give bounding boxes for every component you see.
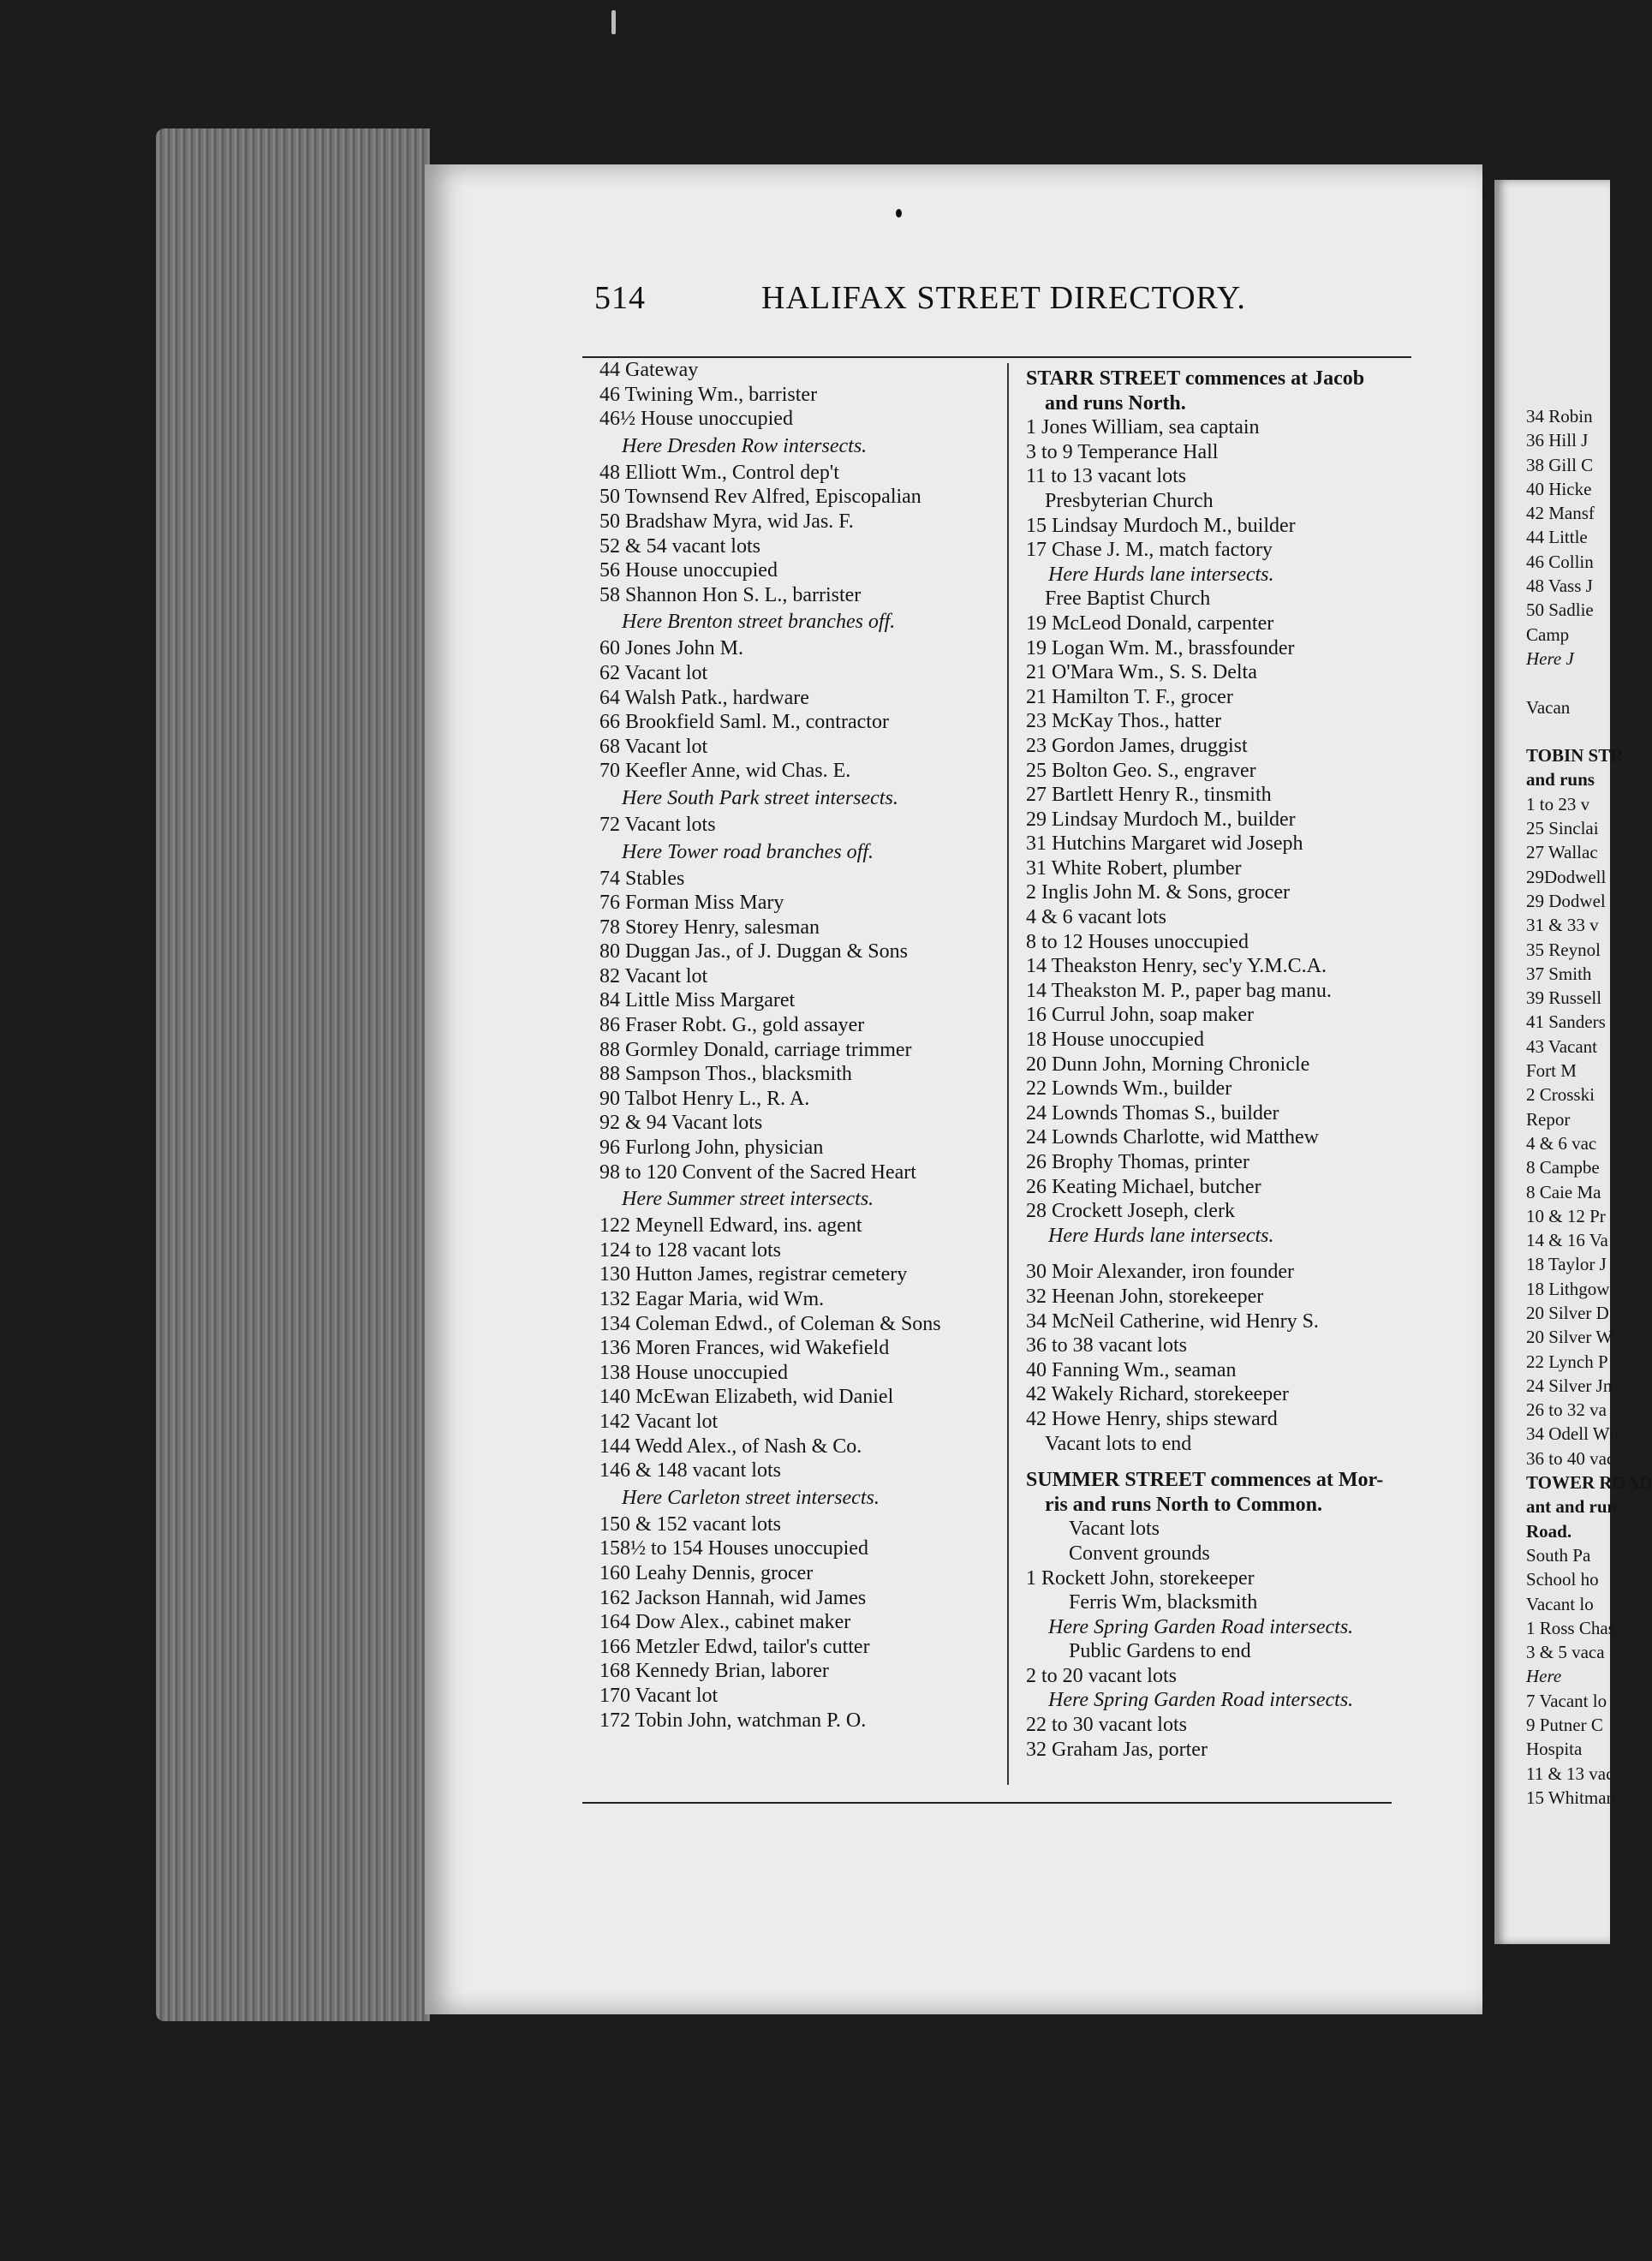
directory-entry-fragment: 36 to 40 vac (1526, 1447, 1615, 1469)
next-page-listing (1526, 404, 1652, 1810)
directory-entry: 23 McKay Thos., hatter (1026, 710, 1222, 733)
directory-entry-fragment: 34 Robin (1526, 406, 1593, 427)
directory-entry: 172 Tobin John, watchman P. O. (599, 1709, 867, 1732)
intersection-note: Here (1526, 1666, 1562, 1687)
column-divider (1007, 363, 1009, 1785)
street-heading: and runs North. (1045, 391, 1186, 415)
directory-entry: 58 Shannon Hon S. L., barrister (599, 583, 862, 606)
directory-entry: 20 Dunn John, Morning Chronicle (1026, 1053, 1310, 1076)
directory-entry: 62 Vacant lot (599, 661, 708, 684)
directory-entry: 78 Storey Henry, salesman (599, 916, 820, 939)
directory-entry-fragment: 24 Silver Jn (1526, 1375, 1613, 1396)
intersection-note: Here Spring Garden Road intersects. (1048, 1615, 1354, 1638)
directory-entry: 26 Keating Michael, butcher (1026, 1175, 1261, 1198)
directory-entry-fragment: 27 Wallac (1526, 842, 1598, 863)
directory-entry: 88 Sampson Thos., blacksmith (599, 1063, 852, 1086)
intersection-note: Here Dresden Row intersects. (622, 434, 868, 457)
directory-entry-fragment: 31 & 33 v (1526, 915, 1599, 936)
directory-entry-fragment: 36 Hill J (1526, 430, 1589, 451)
directory-entry: 19 Logan Wm. M., brassfounder (1026, 636, 1295, 659)
directory-entry: 90 Talbot Henry L., R. A. (599, 1087, 810, 1110)
directory-entry-fragment: Vacan (1526, 696, 1571, 718)
directory-entry: 4 & 6 vacant lots (1026, 906, 1166, 929)
intersection-note: Here J (1526, 647, 1574, 669)
directory-entry-fragment: 42 Mansf (1526, 503, 1595, 524)
intersection-note: Here Hurds lane intersects. (1048, 563, 1274, 586)
directory-entry-fragment: 48 Vass J (1526, 576, 1593, 597)
directory-entry-fragment: Camp (1526, 623, 1570, 645)
directory-entry-fragment: 22 Lynch P (1526, 1351, 1608, 1372)
directory-entry: 24 Lownds Charlotte, wid Matthew (1026, 1126, 1319, 1149)
directory-entry: 96 Furlong John, physician (599, 1136, 824, 1160)
directory-entry-fragment: 26 to 32 va (1526, 1399, 1607, 1421)
directory-entry-fragment: South Pa (1526, 1544, 1591, 1566)
directory-entry: 30 Moir Alexander, iron founder (1026, 1261, 1294, 1284)
directory-entry-fragment: 38 Gill C (1526, 454, 1594, 475)
directory-entry: 26 Brophy Thomas, printer (1026, 1151, 1249, 1173)
directory-entry: 1 Rockett John, storekeeper (1026, 1566, 1255, 1590)
directory-entry-fragment: 41 Sanders (1526, 1011, 1606, 1033)
directory-entry: 46½ House unoccupied (599, 408, 793, 431)
street-heading: SUMMER STREET commences at Mor- (1026, 1469, 1384, 1492)
directory-entry: 16 Currul John, soap maker (1026, 1004, 1254, 1027)
directory-entry-fragment: Fort M (1526, 1060, 1577, 1082)
directory-entry: 44 Gateway (599, 359, 699, 381)
directory-entry: 27 Bartlett Henry R., tinsmith (1026, 784, 1272, 807)
directory-entry: 1 Jones William, sea captain (1026, 416, 1260, 439)
directory-entry: 64 Walsh Patk., hardware (599, 686, 809, 709)
directory-entry: 150 & 152 vacant lots (599, 1512, 781, 1536)
directory-entry: 164 Dow Alex., cabinet maker (599, 1611, 851, 1634)
directory-entry: 23 Gordon James, druggist (1026, 734, 1248, 757)
directory-entry-fragment: 40 Hicke (1526, 478, 1592, 499)
directory-entry-fragment: 46 Collin (1526, 551, 1594, 572)
directory-entry: 21 O'Mara Wm., S. S. Delta (1026, 661, 1257, 684)
intersection-note: Here South Park street intersects. (622, 786, 898, 809)
directory-entry-fragment: 18 Lithgow (1526, 1278, 1610, 1299)
directory-entry: 132 Eagar Maria, wid Wm. (599, 1288, 825, 1310)
directory-entry: 48 Elliott Wm., Control dep't (599, 461, 839, 484)
street-heading: TOBIN STR (1526, 745, 1624, 767)
directory-entry: 29 Lindsay Murdoch M., builder (1026, 808, 1296, 831)
directory-entry: 98 to 120 Convent of the Sacred Heart (599, 1160, 916, 1184)
directory-entry: 14 Theakston Henry, sec'y Y.M.C.A. (1026, 955, 1327, 978)
directory-entry-fragment: 10 & 12 Pr (1526, 1205, 1606, 1226)
directory-entry: 32 Graham Jas, porter (1026, 1738, 1208, 1761)
directory-entry: 19 McLeod Donald, carpenter (1026, 611, 1274, 635)
directory-entry-fragment: School ho (1526, 1569, 1599, 1590)
directory-entry: Convent grounds (1069, 1542, 1210, 1565)
directory-entry: 82 Vacant lot (599, 964, 708, 987)
directory-entry: 40 Fanning Wm., seaman (1026, 1358, 1237, 1381)
directory-entry-fragment: 44 Little (1526, 527, 1588, 548)
directory-entry: 72 Vacant lots (599, 813, 716, 836)
intersection-note: Here Hurds lane intersects. (1048, 1224, 1274, 1247)
directory-entry-fragment: 39 Russell (1526, 987, 1602, 1009)
directory-entry: 52 & 54 vacant lots (599, 534, 760, 558)
directory-entry: 66 Brookfield Saml. M., contractor (599, 711, 889, 734)
directory-entry-fragment: 29Dodwell (1526, 866, 1607, 887)
directory-entry: 2 Inglis John M. & Sons, grocer (1026, 881, 1290, 904)
directory-entry-fragment: 3 & 5 vaca (1526, 1642, 1605, 1663)
directory-entry-fragment: 29 Dodwel (1526, 890, 1606, 911)
directory-entry: 142 Vacant lot (599, 1410, 719, 1433)
directory-entry-fragment: 9 Putner C (1526, 1715, 1603, 1736)
directory-entry: 42 Wakely Richard, storekeeper (1026, 1383, 1289, 1406)
directory-entry: 31 White Robert, plumber (1026, 856, 1242, 880)
intersection-note: Here Tower road branches off. (622, 840, 874, 863)
directory-entry: 160 Leahy Dennis, grocer (599, 1561, 814, 1584)
directory-entry: 3 to 9 Temperance Hall (1026, 440, 1219, 463)
directory-entry: 84 Little Miss Margaret (599, 989, 796, 1012)
directory-entry: 140 McEwan Elizabeth, wid Daniel (599, 1386, 894, 1409)
intersection-note: Here Carleton street intersects. (622, 1486, 880, 1509)
directory-entry: 18 House unoccupied (1026, 1029, 1204, 1052)
directory-entry: 144 Wedd Alex., of Nash & Co. (599, 1435, 862, 1458)
street-heading: and runs (1526, 769, 1595, 790)
directory-entry-fragment: 18 Taylor J (1526, 1254, 1607, 1275)
directory-entry-fragment: 1 to 23 v (1526, 793, 1590, 814)
directory-entry: 122 Meynell Edward, ins. agent (599, 1214, 862, 1238)
intersection-note: Here Spring Garden Road intersects. (1048, 1689, 1354, 1712)
directory-entry-fragment: 14 & 16 Va (1526, 1230, 1608, 1251)
dust-speck (611, 10, 616, 34)
directory-entry-fragment: Vacant lo (1526, 1593, 1594, 1614)
directory-entry: 170 Vacant lot (599, 1684, 719, 1707)
street-heading: ant and run (1526, 1496, 1618, 1518)
directory-entry: Vacant lots to end (1045, 1432, 1192, 1455)
page-number: 514 (594, 280, 646, 316)
directory-entry: 162 Jackson Hannah, wid James (599, 1586, 867, 1609)
directory-entry-fragment: 7 Vacant lo (1526, 1690, 1607, 1711)
directory-entry: 25 Bolton Geo. S., engraver (1026, 759, 1256, 782)
street-heading: TOWER ROAD (1526, 1472, 1652, 1494)
directory-entry-fragment: 20 Silver D (1526, 1302, 1609, 1323)
directory-entry: 11 to 13 vacant lots (1026, 465, 1187, 488)
directory-entry-fragment: 34 Odell Wn (1526, 1423, 1619, 1445)
page-header (594, 274, 1416, 325)
directory-entry: 158½ to 154 Houses unoccupied (599, 1537, 868, 1560)
directory-entry: 166 Metzler Edwd, tailor's cutter (599, 1635, 870, 1658)
directory-entry: 168 Kennedy Brian, laborer (599, 1660, 829, 1683)
directory-entry-fragment: 25 Sinclai (1526, 818, 1599, 839)
directory-entry: 70 Keefler Anne, wid Chas. E. (599, 760, 851, 783)
directory-entry: 50 Bradshaw Myra, wid Jas. F. (599, 510, 854, 533)
street-heading: ris and runs North to Common. (1045, 1493, 1323, 1516)
footer-rule (582, 1802, 1392, 1804)
page-title: HALIFAX STREET DIRECTORY. (761, 280, 1246, 316)
directory-entry: 21 Hamilton T. F., grocer (1026, 685, 1233, 708)
directory-entry: 56 House unoccupied (599, 559, 778, 582)
directory-entry-fragment: 35 Reynol (1526, 939, 1601, 960)
directory-entry: Vacant lots (1069, 1518, 1160, 1541)
directory-entry-fragment: 2 Crosski (1526, 1084, 1595, 1106)
row-spacer (1026, 1456, 1383, 1468)
directory-entry-fragment: 8 Caie Ma (1526, 1181, 1601, 1202)
directory-entry: 24 Lownds Thomas S., builder (1026, 1101, 1279, 1125)
directory-entry: 34 McNeil Catherine, wid Henry S. (1026, 1309, 1319, 1333)
directory-entry: 80 Duggan Jas., of J. Duggan & Sons (599, 940, 908, 963)
directory-entry: 32 Heenan John, storekeeper (1026, 1285, 1264, 1308)
directory-entry-fragment: 11 & 13 vac (1526, 1763, 1614, 1784)
directory-entry: 136 Moren Frances, wid Wakefield (599, 1337, 890, 1360)
directory-entry: 134 Coleman Edwd., of Coleman & Sons (599, 1312, 941, 1335)
directory-entry: 28 Crockett Joseph, clerk (1026, 1200, 1235, 1223)
left-column-listing (599, 358, 941, 1733)
ink-speck (896, 209, 902, 218)
directory-entry: 124 to 128 vacant lots (599, 1238, 781, 1262)
directory-entry: 36 to 38 vacant lots (1026, 1334, 1187, 1357)
street-heading: STARR STREET commences at Jacob (1026, 367, 1365, 390)
intersection-note: Here Summer street intersects. (622, 1188, 874, 1211)
directory-entry: 88 Gormley Donald, carriage trimmer (599, 1038, 912, 1061)
directory-entry-fragment: 1 Ross Chas (1526, 1617, 1615, 1638)
directory-entry: Free Baptist Church (1045, 588, 1211, 611)
directory-entry-fragment: Hospita (1526, 1739, 1583, 1760)
directory-entry-fragment: 8 Campbe (1526, 1157, 1600, 1178)
directory-entry: 146 & 148 vacant lots (599, 1459, 781, 1482)
directory-entry: 31 Hutchins Margaret wid Joseph (1026, 832, 1303, 856)
directory-entry: 14 Theakston M. P., paper bag manu. (1026, 979, 1332, 1002)
directory-entry-fragment: Repor (1526, 1108, 1571, 1130)
directory-entry: 2 to 20 vacant lots (1026, 1664, 1177, 1687)
directory-entry: 15 Lindsay Murdoch M., builder (1026, 514, 1296, 537)
directory-entry: Presbyterian Church (1045, 489, 1214, 512)
directory-entry-fragment: 37 Smith (1526, 963, 1592, 984)
directory-entry-fragment: 4 & 6 vac (1526, 1132, 1597, 1154)
directory-entry: 76 Forman Miss Mary (599, 892, 784, 915)
directory-entry: 8 to 12 Houses unoccupied (1026, 930, 1249, 953)
directory-entry-fragment (1526, 719, 1652, 743)
directory-entry-fragment: 15 Whitman (1526, 1787, 1616, 1808)
directory-entry: 86 Fraser Robt. G., gold assayer (599, 1014, 865, 1037)
directory-entry: 130 Hutton James, registrar cemetery (599, 1263, 908, 1286)
directory-entry: 68 Vacant lot (599, 735, 708, 758)
directory-entry: 22 to 30 vacant lots (1026, 1714, 1187, 1737)
directory-entry-fragment: 20 Silver W (1526, 1327, 1613, 1348)
intersection-note: Here Brenton street branches off. (622, 611, 896, 634)
directory-entry: 60 Jones John M. (599, 637, 744, 660)
directory-entry: 92 & 94 Vacant lots (599, 1112, 763, 1135)
directory-entry: 50 Townsend Rev Alfred, Episcopalian (599, 486, 921, 509)
directory-entry: 42 Howe Henry, ships steward (1026, 1407, 1278, 1430)
directory-entry: 74 Stables (599, 867, 685, 890)
directory-entry: Ferris Wm, blacksmith (1069, 1591, 1258, 1614)
row-spacer (1026, 1248, 1383, 1260)
directory-entry: 46 Twining Wm., barrister (599, 383, 818, 406)
directory-entry: 138 House unoccupied (599, 1361, 788, 1384)
right-column-listing (1026, 367, 1383, 1762)
directory-entry: 17 Chase J. M., match factory (1026, 539, 1273, 562)
street-heading: Road. (1526, 1520, 1572, 1542)
book-page-edges (156, 128, 430, 2021)
directory-entry: 22 Lownds Wm., builder (1026, 1077, 1232, 1101)
directory-entry: Public Gardens to end (1069, 1640, 1251, 1663)
directory-entry-fragment: 50 Sadlie (1526, 600, 1594, 621)
directory-entry-fragment (1526, 671, 1652, 695)
directory-entry-fragment: 43 Vacant (1526, 1035, 1598, 1057)
